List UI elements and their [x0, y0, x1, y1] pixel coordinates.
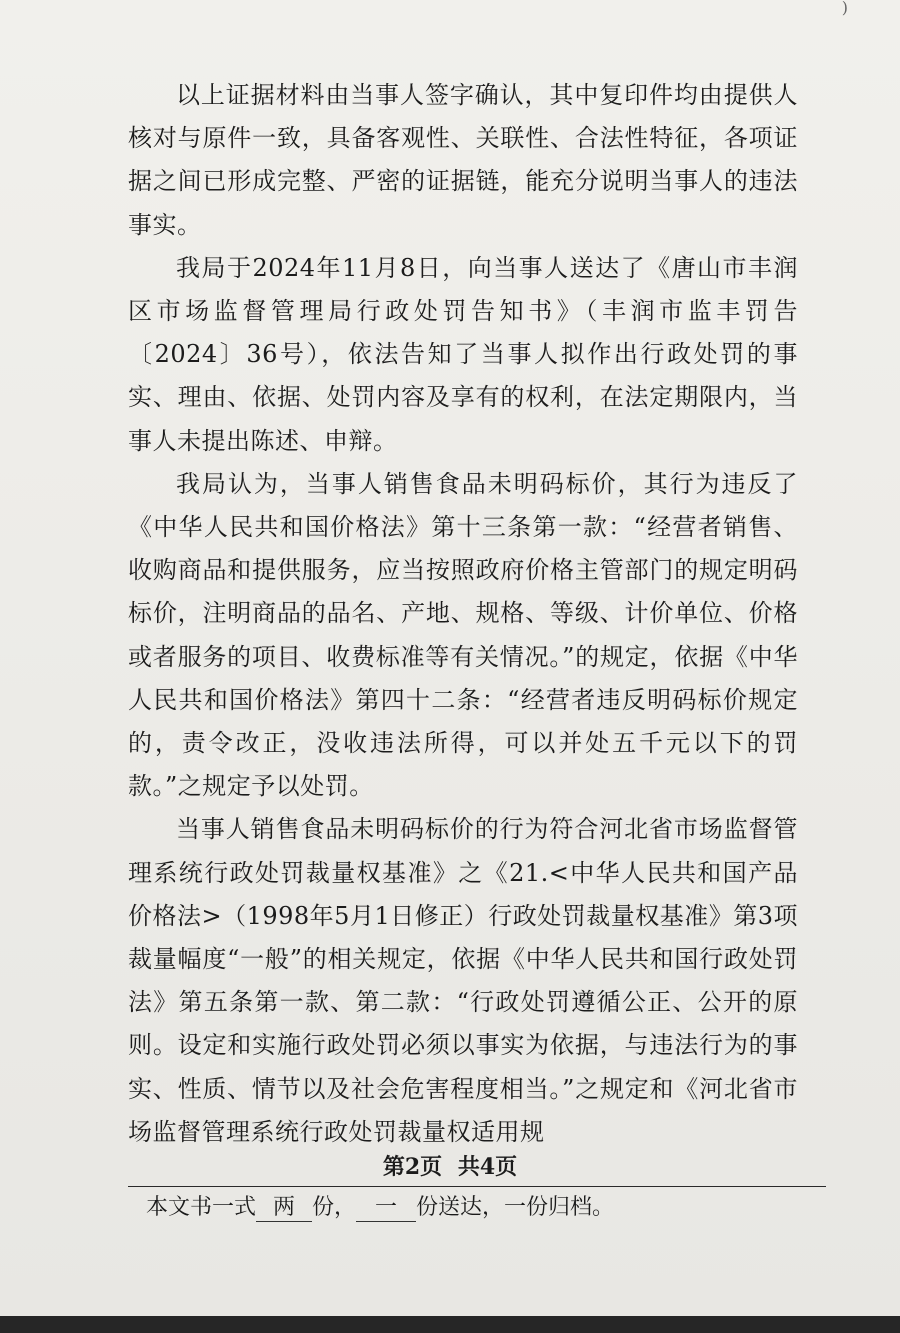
scan-bottom-edge	[0, 1316, 900, 1333]
copies-served-blank: 一	[356, 1195, 416, 1222]
paragraph-evidence: 以上证据材料由当事人签字确认，其中复印件均由提供人核对与原件一致，具备客观性、关联性、合法性特征，各项证据之间已形成完整、严密的证据链，能充分说明当事人的违法事实。	[128, 81, 798, 239]
paragraph-opinion: 我局认为，当事人销售食品未明码标价，其行为违反了《中华人民共和国价格法》第十三条第一款：“经营者销售、收购商品和提供服务，应当按照政府价格主管部门的规定明码标价，注明商品的品名、产地、规格、等级、计价单位、价格或者服务的项目、收费标准等有关情况。”的规定，依据《中华人民共和国价格法》第四十二条：“经营者违反明码标价规定的，责令改正，没收违法所得，可以并处五千元以下的罚款。”之规定予以处罚。	[128, 469, 798, 801]
corner-mark: )	[841, 0, 848, 17]
copies-suffix: 份送达，一份归档。	[416, 1195, 615, 1220]
copies-total-blank: 两	[256, 1195, 312, 1222]
copies-note	[146, 1192, 614, 1224]
paragraph-notice: 我局于2024年11月8日，向当事人送达了《唐山市丰润区市场监督管理局行政处罚告知书》（丰润市监丰罚告〔2024〕36号），依法告知了当事人拟作出行政处罚的事实、理由、依据、处罚内容及享有的权利，在法定期限内，当事人未提出陈述、申辩。	[128, 253, 798, 455]
copies-prefix: 本文书一式	[146, 1195, 257, 1220]
page-indicator: 第2页 共4页	[382, 1154, 518, 1180]
footer-divider	[128, 1186, 826, 1187]
paragraph-discretion: 当事人销售食品未明码标价的行为符合河北省市场监督管理系统行政处罚裁量权基准》之《21.<中华人民共和国产品价格法>（1998年5月1日修正）行政处罚裁量权基准》第3项裁量幅度“一般”的相关规定，依据《中华人民共和国行政处罚法》第五条第一款、第二款：“行政处罚遵循公正、公开的原则。设定和实施行政处罚必须以事实为依据，与违法行为的事实、性质、情节以及社会危害程度相当。”之规定和《河北省市场监督管理系统行政处罚裁量权适用规	[128, 815, 798, 1146]
document-body	[128, 74, 798, 1154]
copies-mid: 份，	[312, 1195, 357, 1220]
